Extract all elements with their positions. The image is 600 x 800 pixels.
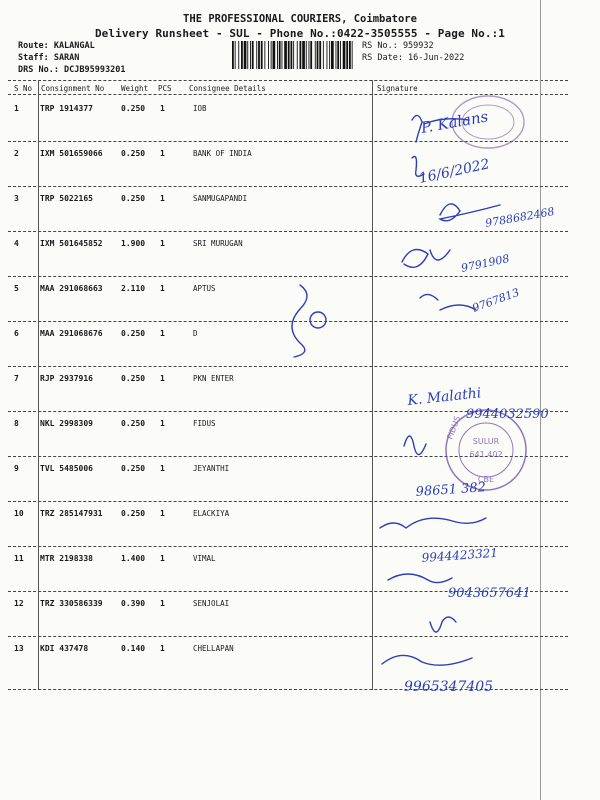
- table-header-line: [8, 94, 568, 95]
- row-sno: 7: [14, 374, 19, 383]
- rs-number: RS No.: 959932: [362, 41, 434, 51]
- row-pcs: 1: [160, 239, 165, 248]
- row-pcs: 1: [160, 149, 165, 158]
- row-sno: 13: [14, 644, 24, 653]
- row-consignment: TRZ 285147931: [40, 509, 103, 518]
- row-sno: 8: [14, 419, 19, 428]
- row-weight: 0.250: [121, 464, 146, 473]
- row-divider: [8, 546, 568, 547]
- row-sno: 4: [14, 239, 19, 248]
- row-consignee: ELACKIYA: [193, 509, 230, 518]
- row-weight: 0.250: [121, 149, 146, 158]
- row-weight: 0.250: [121, 194, 146, 203]
- row-consignment: TRP 5022165: [40, 194, 93, 203]
- row-sno: 10: [14, 509, 24, 518]
- handwritten-phone-7: 9944032590: [466, 407, 549, 422]
- table-row: [0, 411, 600, 456]
- row-divider: [8, 456, 568, 457]
- row-consignment: IXM 501645852: [40, 239, 103, 248]
- col-header-sno: S No: [14, 84, 33, 93]
- row-pcs: 1: [160, 644, 165, 653]
- col-header-consignment: Consignment No: [41, 84, 105, 93]
- barcode: [232, 41, 356, 69]
- row-divider: [8, 636, 568, 637]
- row-pcs: 1: [160, 554, 165, 563]
- table-row: [0, 501, 600, 546]
- page-subtitle: Delivery Runsheet - SUL - Phone No.:0422-3505555 - Page No.:1: [94, 27, 506, 40]
- row-consignment: RJP 2937916: [40, 374, 93, 383]
- meta-left-block: [18, 40, 125, 76]
- col-header-pcs: PCS: [158, 84, 172, 93]
- row-divider: [8, 186, 568, 187]
- row-consignment: MAA 291068676: [40, 329, 103, 338]
- row-consignee: JEYANTHI: [193, 464, 230, 473]
- row-consignment: MTR 2198338: [40, 554, 93, 563]
- table-top-line: [8, 80, 568, 81]
- row-weight: 0.250: [121, 374, 146, 383]
- row-sno: 9: [14, 464, 19, 473]
- row-divider: [8, 366, 568, 367]
- handwritten-phone-3: 9788682468: [484, 204, 556, 230]
- col-header-weight: Weight: [121, 84, 149, 93]
- row-divider: [8, 411, 568, 412]
- row-pcs: 1: [160, 284, 165, 293]
- col-header-consignee: Consignee Details: [189, 84, 266, 93]
- row-sno: 5: [14, 284, 19, 293]
- row-consignee: D: [193, 329, 198, 338]
- row-weight: 1.400: [121, 554, 146, 563]
- route-label: Route: KALANGAL: [18, 41, 95, 51]
- row-consignee: IOB: [193, 104, 207, 113]
- row-consignment: NKL 2998309: [40, 419, 93, 428]
- table-bottom-line: [8, 689, 568, 690]
- handwritten-signature-1: P. Kalans: [419, 107, 490, 137]
- row-consignment: MAA 291068663: [40, 284, 103, 293]
- row-sno: 6: [14, 329, 19, 338]
- row-consignee: FIDUS: [193, 419, 216, 428]
- drs-number: DRS No.: DCJB95993201: [18, 65, 126, 75]
- row-consignment: IXM 501659066: [40, 149, 103, 158]
- row-weight: 0.250: [121, 329, 146, 338]
- table-row: [0, 276, 600, 321]
- rs-date: RS Date: 16-Jun-2022: [362, 53, 465, 63]
- handwritten-phone-9: 98651 382: [415, 480, 487, 500]
- row-pcs: 1: [160, 374, 165, 383]
- row-divider: [8, 321, 568, 322]
- table-row: [0, 456, 600, 501]
- table-row: [0, 96, 600, 141]
- handwritten-date: 16/6/2022: [417, 156, 492, 187]
- row-pcs: 1: [160, 509, 165, 518]
- row-weight: 0.250: [121, 104, 146, 113]
- row-sno: 1: [14, 104, 19, 113]
- row-pcs: 1: [160, 104, 165, 113]
- handwritten-signature-7: K. Malathi: [406, 385, 483, 409]
- row-consignee: CHELLAPAN: [193, 644, 234, 653]
- row-divider: [8, 591, 568, 592]
- handwritten-phone-10: 9944423321: [421, 545, 499, 565]
- handwritten-phone-11: 9043657641: [448, 586, 531, 601]
- handwritten-phone-4: 9791908: [459, 252, 511, 275]
- stamp-text-line2: 641 402: [469, 450, 503, 459]
- row-weight: 2.110: [121, 284, 146, 293]
- row-consignee: SRI MURUGAN: [193, 239, 243, 248]
- stamp-text-line1: SULUR: [472, 437, 500, 446]
- row-pcs: 1: [160, 419, 165, 428]
- row-sno: 2: [14, 149, 19, 158]
- row-divider: [8, 501, 568, 502]
- row-consignee: SANMUGAPANDI: [193, 194, 248, 203]
- stamp-ring-text: FIDUS: [445, 414, 463, 441]
- table-row: [0, 186, 600, 231]
- row-sno: 12: [14, 599, 24, 608]
- table-row: [0, 636, 600, 681]
- page-title: THE PROFESSIONAL COURIERS, Coimbatore: [183, 13, 417, 25]
- row-divider: [8, 141, 568, 142]
- table-row: [0, 141, 600, 186]
- row-pcs: 1: [160, 599, 165, 608]
- row-weight: 0.140: [121, 644, 146, 653]
- stamp-text-line3: CBE: [477, 475, 495, 484]
- row-sno: 3: [14, 194, 19, 203]
- row-divider: [8, 276, 568, 277]
- table-row: [0, 546, 600, 591]
- row-consignee: BANK OF INDIA: [193, 149, 252, 158]
- row-sno: 11: [14, 554, 24, 563]
- row-divider: [8, 231, 568, 232]
- row-weight: 0.250: [121, 419, 146, 428]
- row-pcs: 1: [160, 194, 165, 203]
- row-consignee: APTUS: [193, 284, 216, 293]
- table-row: [0, 321, 600, 366]
- row-consignee: VIMAL: [193, 554, 216, 563]
- row-pcs: 1: [160, 464, 165, 473]
- meta-right-block: [362, 40, 464, 64]
- row-consignment: TRP 1914377: [40, 104, 93, 113]
- table-row: [0, 366, 600, 411]
- row-consignment: KDI 437478: [40, 644, 89, 653]
- staff-label: Staff: SARAN: [18, 53, 80, 63]
- row-consignee: SENJOLAI: [193, 599, 230, 608]
- row-consignee: PKN ENTER: [193, 374, 234, 383]
- handwritten-phone-5: 9767813: [470, 285, 522, 315]
- row-weight: 1.900: [121, 239, 146, 248]
- row-weight: 0.250: [121, 509, 146, 518]
- table-row: [0, 231, 600, 276]
- col-header-signature: Signature: [377, 84, 418, 93]
- handwritten-phone-13: 9965347405: [404, 679, 494, 695]
- table-row: [0, 591, 600, 636]
- row-weight: 0.390: [121, 599, 146, 608]
- row-consignment: TRZ 330586339: [40, 599, 103, 608]
- row-consignment: TVL 5485006: [40, 464, 93, 473]
- row-pcs: 1: [160, 329, 165, 338]
